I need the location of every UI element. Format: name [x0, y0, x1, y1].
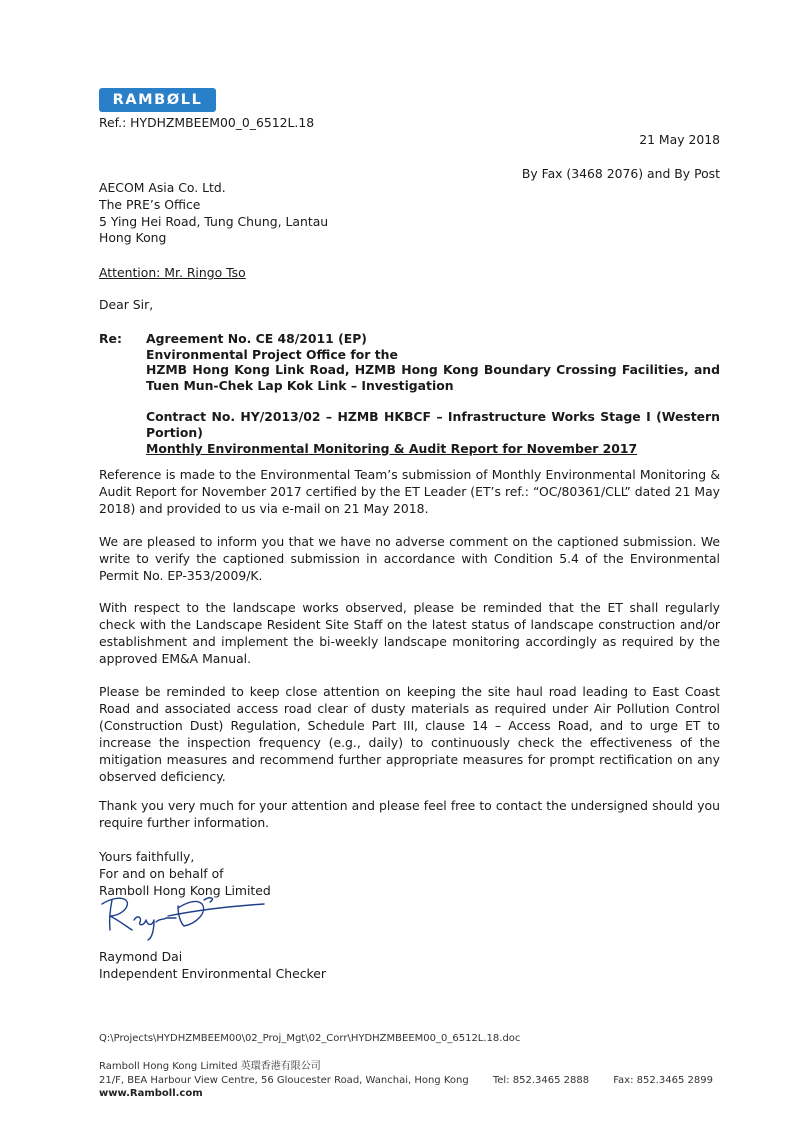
salutation: Dear Sir,: [99, 297, 154, 312]
subject-line: Environmental Project Office for the: [146, 346, 398, 362]
signer-title: Independent Environmental Checker: [99, 966, 326, 981]
subject-title: Monthly Environmental Monitoring & Audit Report for November 2017: [146, 440, 638, 456]
closing-line: For and on behalf of: [99, 866, 224, 881]
letter-date: 21 May 2018: [639, 132, 720, 147]
footer-address: 21/F, BEA Harbour View Centre, 56 Gloucester Road, Wanchai, Hong Kong: [99, 1074, 469, 1086]
attention-line: Attention: Mr. Ringo Tso: [99, 265, 246, 280]
footer: [99, 1060, 713, 1101]
address-line: AECOM Asia Co. Ltd.: [99, 180, 226, 195]
ramboll-logo: RAMBØLL: [99, 88, 216, 112]
body-paragraph: Reference is made to the Environmental Team’s submission of Monthly Environmental Monitoring & Audit Report for November 2017 certified by the ET Leader (ET’s ref.: “OC/80361/CLL” dated 21 May 2018) and provided to us via e-mail on 21 May 2018.: [99, 467, 720, 516]
address-line: The PRE’s Office: [99, 196, 201, 212]
body-paragraph: Thank you very much for your attention and please feel free to contact the undersigned should you require further information.: [99, 798, 720, 830]
body-paragraph: We are pleased to inform you that we have no adverse comment on the captioned submission. We write to verify the captioned submission in accordance with Condition 5.4 of the Environmental Permit No. EP-353/2009/K.: [99, 534, 720, 583]
footer-fax: Fax: 852.3465 2899: [613, 1074, 713, 1086]
signer-name: Raymond Dai: [99, 949, 183, 964]
body-paragraph: With respect to the landscape works observed, please be reminded that the ET shall regularly check with the Landscape Resident Site Staff on the latest status of landscape construction and/or establishment and implement the bi-weekly landscape monitoring accordingly as required by the approved EM&A Manual.: [99, 600, 720, 666]
address-line: Hong Kong: [99, 230, 167, 246]
body-paragraph: Please be reminded to keep close attention on keeping the site haul road leading to East Coast Road and associated access road clear of dusty materials as required under Air Pollution Control (Construction Dust) Regulation, Schedule Part III, clause 14 – Access Road, and to urge ET to increase the inspection frequency (e.g., daily) to continuously check the effectiveness of the mitigation measures and recommend further appropriate measures for prompt rectification on any observed deficiency.: [99, 684, 720, 784]
closing-line: Ramboll Hong Kong Limited: [99, 883, 271, 898]
website-link[interactable]: www.Ramboll.com: [99, 1088, 203, 1099]
footer-contact-row: [99, 1074, 713, 1088]
footer-company: Ramboll Hong Kong Limited 英環香港有限公司: [99, 1061, 321, 1072]
closing-line: Yours faithfully,: [99, 849, 195, 864]
subject-line: HZMB Hong Kong Link Road, HZMB Hong Kong Boundary Crossing Facilities, and Tuen Mun-Chek Lap Kok Link – Investigation: [146, 362, 720, 393]
footer-tel: Tel: 852.3465 2888: [492, 1074, 590, 1086]
subject-line: Agreement No. CE 48/2011 (EP): [146, 331, 367, 346]
reference-number: Ref.: HYDHZMBEEM00_0_6512L.18: [99, 115, 315, 130]
handwritten-signature: [98, 890, 268, 942]
file-path: Q:\Projects\HYDHZMBEEM00\02_Proj_Mgt\02_Corr\HYDHZMBEEM00_0_6512L.18.doc: [99, 1033, 521, 1044]
recipient-address: [99, 180, 328, 247]
address-line: 5 Ying Hei Road, Tung Chung, Lantau: [99, 213, 329, 229]
signer-block: [99, 948, 326, 982]
delivery-method: By Fax (3468 2076) and By Post: [521, 166, 720, 181]
subject-label: Re:: [99, 331, 122, 346]
subject-block: [146, 331, 720, 456]
subject-line: Contract No. HY/2013/02 – HZMB HKBCF – Infrastructure Works Stage I (Western Portion): [146, 409, 720, 440]
